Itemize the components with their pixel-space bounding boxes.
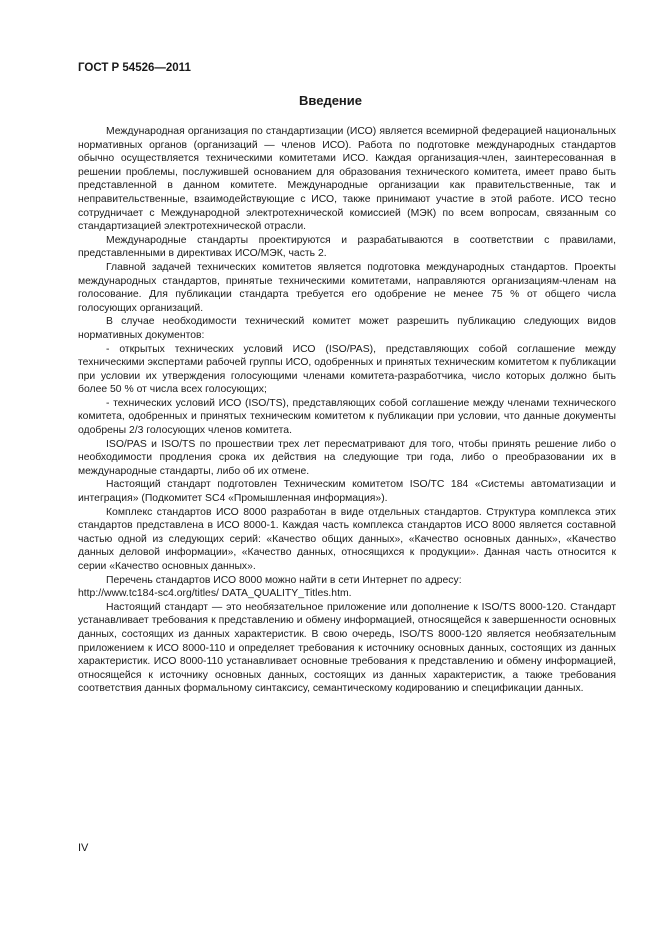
paragraph-iso-intro: Международная организация по стандартизации (ИСО) является всемирной федерацией национальных нормативных органов (организаций — членов ИСО). Работа по подготовке международных стандартов обычно осуществляется техническими комитетами ИСО. Каждая организация-член, заинтересованная в решении проблемы, послужившей основанием для образования технического комитета, имеет право быть представленной в данном комитете. Международные организации как правительственные, так и неправительственные, взаимодействующие с ИСО, также принимают участие в этой работе. ИСО тесно сотрудничает с Международной электротехнической комиссией (МЭК) по всем вопросам, связанным со стандартизацией электротехнической отрасли. (78, 126, 616, 233)
url-text: http://www.tc184-sc4.org/titles/ DATA_QUALITY_Titles.htm. (78, 588, 352, 600)
section-title: Введение (299, 93, 362, 108)
paragraph-scope: Настоящий стандарт — это необязательное приложение или дополнение к ISO/TS 8000-120. Стандарт устанавливает требования к представлению и обмену информацией, относящейся к завершенности основных данных, состоящих из данных характеристик. В свою очередь, ISO/TS 8000-120 является необязательным приложением к ИСО 8000-110 и определяет требования к источнику основных данных, состоящих из данных характеристик. ИСО 8000-110 устанавливает основные требования к представлению и обмену информацией, относящейся к источнику основных данных, состоящих из данных характеристик, а также требования соответствия данных формальному синтаксису, семантическому кодированию и спецификации данных. (78, 601, 616, 695)
paragraph-document-types: В случае необходимости технический комитет может разрешить публикацию следующих видов нормативных документов: (78, 316, 616, 341)
paragraph-pas-item: - открытых технических условий ИСО (ISO/PAS), представляющих собой соглашение между техническими экспертами рабочей группы ИСО, одобренных и принятых техническим комитетом к публикации при условии их утверждения голосующими членами комитета-разработчика, число которых должно быть более 50 % от числа всех голосующих; (78, 343, 616, 396)
paragraph-review: ISO/PAS и ISO/TS по прошествии трех лет пересматривают для того, чтобы принять решение либо о необходимости продления срока их действия на следующие три года, либо о преобразовании их в международные стандарты, либо об их отмене. (78, 438, 616, 477)
paragraph-ts-item: - технических условий ИСО (ISO/TS), представляющих собой соглашение между членами технического комитета, одобренных и принятых техническим комитетом к публикации при условии, что данные документы одобрены 2/3 голосующих членов комитета. (78, 397, 616, 437)
paragraph-list-location: Перечень стандартов ИСО 8000 можно найти в сети Интернет по адресу: (106, 574, 462, 586)
body-text (78, 125, 616, 696)
paragraph-main-task: Главной задачей технических комитетов является подготовка международных стандартов. Проекты международных стандартов, принятые техническими комитетами, направляются организациям-членам на голосование. Для публикации стандарта требуется его одобрение не менее 75 % от общего числа голосующих организаций. (78, 261, 616, 314)
paragraph-prepared-by: Настоящий стандарт подготовлен Техническим комитетом ISO/TC 184 «Системы автоматизации и интеграция» (Подкомитет SC4 «Промышленная информация»). (78, 479, 616, 505)
document-code-header: ГОСТ Р 54526—2011 (78, 62, 191, 74)
page-number: IV (78, 842, 89, 854)
paragraph-series: Комплекс стандартов ИСО 8000 разработан в виде отдельных стандартов. Структура комплекса этих стандартов представлена в ИСО 8000-1. Каждая часть комплекса стандартов ИСО 8000 является составной частью одной из следующих серий: «Качество общих данных», «Качество основных данных», «Качество данных деловой информации», «Качество данных, относящихся к продукции». Данная часть относится к серии «Качество основных данных». (78, 506, 616, 572)
paragraph-directives: Международные стандарты проектируются и разрабатываются в соответствии с правилами, представленными в директивах ИСО/МЭК, часть 2. (78, 234, 616, 260)
